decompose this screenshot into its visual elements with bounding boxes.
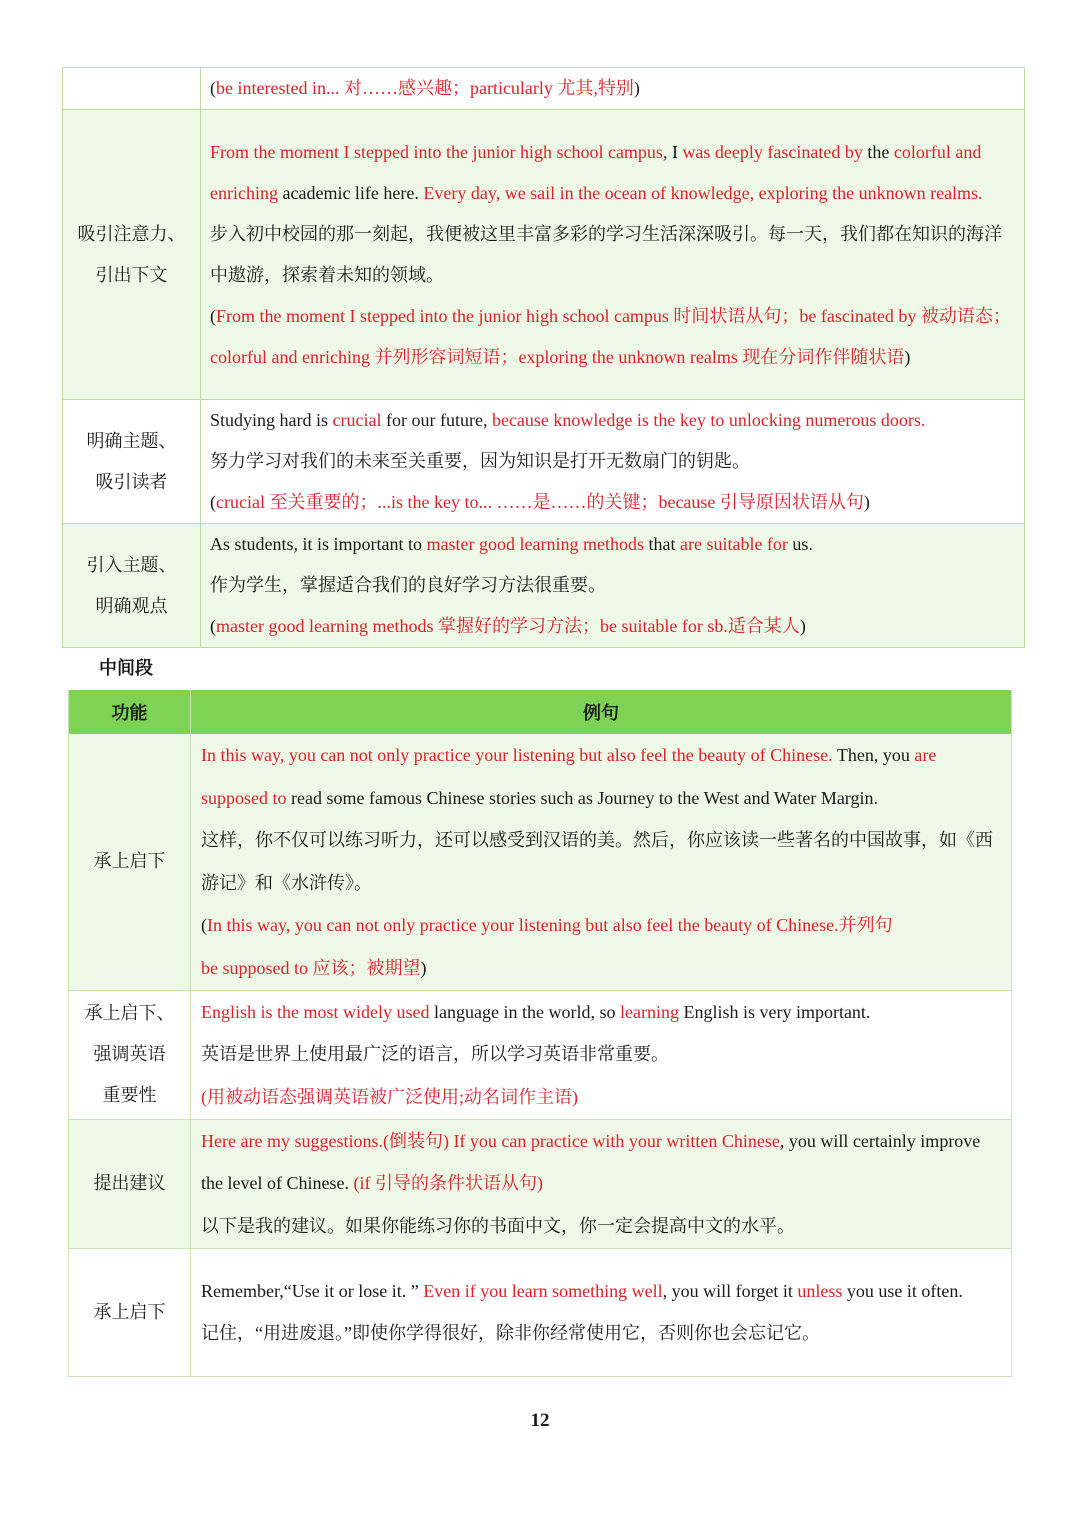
english-sentence [201,734,1003,819]
plain-text: ( [210,492,216,512]
middle-paragraph-table [68,690,1012,1377]
table-row [63,110,1025,400]
english-sentence [201,1120,1003,1205]
section-heading: 中间段 [99,658,153,678]
plain-text: ) [420,957,427,978]
plain-text: ) [633,78,640,98]
example-cell [191,734,1012,990]
plain-text: ) [904,346,911,367]
function-label: 承上启下 [93,851,166,872]
highlighted-text: are supposed to [201,745,937,808]
grammar-note [201,947,1003,990]
highlighted-text: was deeply fascinated by [682,141,863,162]
english-sentence [201,991,1003,1034]
function-label: 引出下文 [95,264,168,285]
highlighted-text: (用被动语态强调英语被广泛使用;动名词作主语) [201,1086,578,1107]
grammar-note [210,296,1016,378]
highlighted-text: From the moment I stepped into the junior high school campus 时间状语从句；be fascinated by 被动语态；colorful and enriching 并列形容词短语；exploring the unknown realms 现在分词作伴随状语 [210,305,1011,367]
plain-text: , you will certainly improve the level of Chinese. [201,1130,981,1194]
function-label: 承上启下 [93,1301,166,1322]
highlighted-text: In this way, you can not only practice your listening but also feel the beauty of Chinese. [201,745,833,766]
table-row [63,68,1025,110]
plain-text: As students, it is important to [210,534,427,554]
plain-text: language in the world, so [429,1001,620,1022]
highlighted-text: master good learning methods [426,534,644,554]
highlighted-text: From the moment I stepped into the junior high school campus [210,141,663,162]
highlighted-text: In this way, you can not only practice your listening but also feel the beauty of Chinese.并列句 [207,915,893,936]
grammar-note [210,482,1016,523]
function-cell [63,110,201,400]
plain-text: us. [787,534,813,554]
function-cell [69,734,191,990]
table-row [69,990,1012,1119]
plain-text: for our future, [381,410,492,430]
highlighted-text: Here are my suggestions.(倒装句) If you can practice with your written Chinese [201,1130,780,1151]
table-row [63,400,1025,524]
example-cell [201,68,1025,110]
example-cell [201,110,1025,400]
function-label: 引入主题、 [86,554,177,575]
highlighted-text: crucial 至关重要的；...is the key to... ……是……的关键；because 引导原因状语从句 [216,492,864,512]
highlighted-text: because knowledge is the key to unlocking numerous doors. [491,410,926,430]
chinese-translation: 步入初中校园的那一刻起，我便被这里丰富多彩的学习生活深深吸引。每一天，我们都在知识的海洋中遨游，探索着未知的领域。 [210,223,1002,285]
plain-text: you use it often. [842,1280,963,1301]
page-number: 12 [530,1410,550,1431]
grammar-note [210,606,1016,647]
plain-text: that [643,534,680,554]
plain-text: ( [210,305,216,326]
plain-text: , I [662,141,683,162]
column-header-function: 功能 [69,690,191,734]
function-cell [69,1119,191,1248]
highlighted-text: crucial [332,410,382,430]
english-sentence [201,1270,1003,1313]
intro-table [62,67,1025,648]
plain-text: ) [863,492,870,512]
plain-text: ( [210,78,216,98]
function-label: 强调英语 [93,1044,166,1064]
plain-text: Remember,“Use it or lose it. ” [201,1280,424,1301]
english-sentence [210,524,1016,565]
highlighted-text: be supposed to 应该；被期望 [201,957,421,978]
grammar-note [201,904,1003,947]
plain-text: Then, you [832,745,915,766]
table-row [69,734,1012,990]
highlighted-text: unless [797,1280,843,1301]
highlighted-text: are suitable for [679,534,788,554]
column-header-example: 例句 [191,690,1012,734]
chinese-translation: 英语是世界上使用最广泛的语言，所以学习英语非常重要。 [201,1044,669,1065]
note-line [210,68,1016,109]
highlighted-text: master good learning methods 掌握好的学习方法；be suitable for sb.适合某人 [216,616,800,636]
plain-text: ) [799,616,806,636]
plain-text: Studying hard is [210,410,333,430]
plain-text: ( [201,915,207,936]
table-row [69,1248,1012,1376]
table-row [69,1119,1012,1248]
plain-text: academic life here. [277,182,424,203]
function-label: 重要性 [102,1085,157,1105]
example-cell [191,1248,1012,1376]
function-cell [69,1248,191,1376]
english-sentence [210,400,1016,441]
table-header-row [69,690,1012,734]
chinese-translation: 这样，你不仅可以练习听力，还可以感受到汉语的美。然后，你应该读一些著名的中国故事，如《西游记》和《水浒传》。 [201,830,993,893]
highlighted-text: colorful and enriching [210,141,982,203]
plain-text: , you will forget it [662,1280,798,1301]
function-cell [63,524,201,648]
plain-text: ( [210,616,216,636]
table-row [63,524,1025,648]
highlighted-text: be interested in... 对……感兴趣；particularly 尤其,特别 [216,78,634,98]
chinese-translation: 以下是我的建议。如果你能练习你的书面中文，你一定会提高中文的水平。 [201,1215,795,1236]
highlighted-text: Even if you learn something well [423,1280,663,1301]
grammar-note [201,1076,1003,1119]
chinese-translation: 作为学生，掌握适合我们的良好学习方法很重要。 [210,575,606,595]
highlighted-text: English is the most widely used [201,1001,430,1022]
function-label: 明确观点 [95,595,168,616]
chinese-translation: 努力学习对我们的未来至关重要，因为知识是打开无数扇门的钥匙。 [210,451,750,471]
plain-text: read some famous Chinese stories such as Journey to the West and Water Margin. [286,787,878,808]
plain-text: the [862,141,894,162]
example-cell [201,400,1025,524]
function-label: 吸引读者 [95,471,168,492]
function-label: 提出建议 [93,1173,166,1193]
english-sentence [210,132,1016,214]
plain-text: English is very important. [678,1001,871,1022]
function-cell [63,68,201,110]
highlighted-text: learning [619,1001,679,1022]
function-label: 承上启下、 [84,1003,175,1023]
function-label: 明确主题、 [86,430,177,451]
highlighted-text: (if 引导的条件状语从句) [353,1173,543,1194]
chinese-translation: 记住，“用进废退。”即使你学得很好，除非你经常使用它，否则你也会忘记它。 [201,1323,820,1343]
example-cell [191,1119,1012,1248]
function-cell [69,990,191,1119]
function-cell [63,400,201,524]
example-cell [191,990,1012,1119]
example-cell [201,524,1025,648]
highlighted-text: Every day, we sail in the ocean of knowledge, exploring the unknown realms. [423,182,983,203]
function-label: 吸引注意力、 [77,223,186,244]
